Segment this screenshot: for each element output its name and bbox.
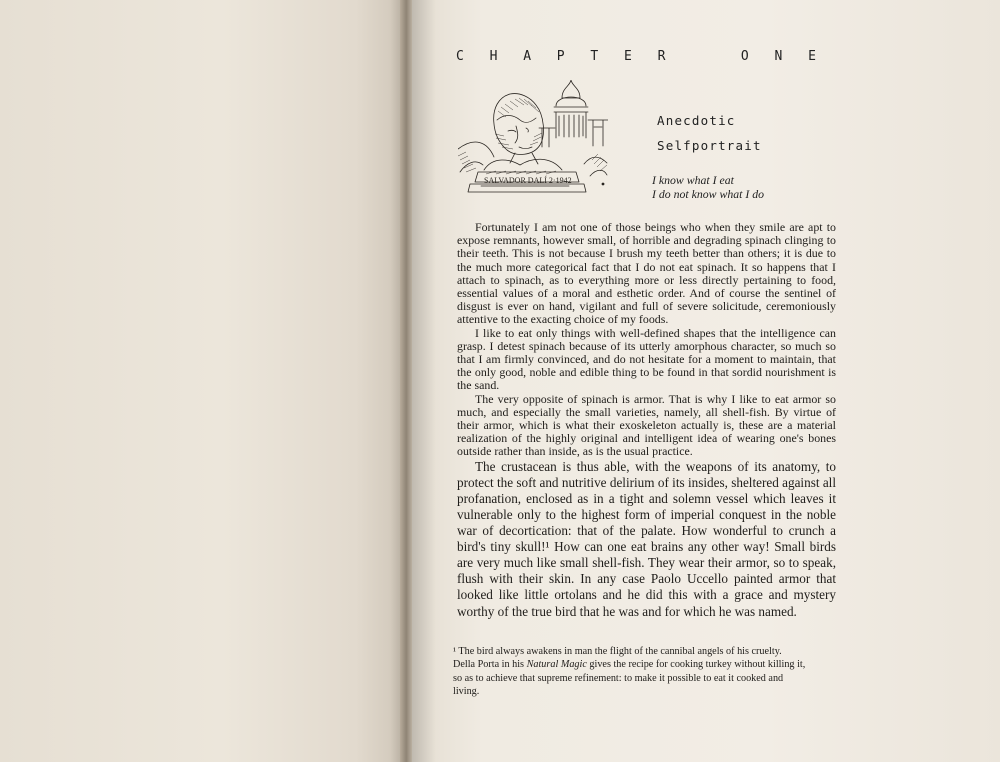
chapter-letter: R — [657, 49, 666, 64]
body-paragraph: The very opposite of spinach is armor. That is why I like to eat armor so much, and especially the small varieties, namely, all shell-fish. By virtue of their armor, which is what their exoskeleton actually is, these are a material realization of the highly original and intelligent idea of wearing one's bones outside rather than inside, as is the usual practice. — [457, 391, 836, 459]
epigraph-line: I do not know what I do — [652, 187, 765, 201]
chapter-letter: A — [523, 49, 532, 64]
drawing-signature: SALVADOR DALÍ 2·1942 — [484, 176, 572, 185]
chapter-letter: T — [590, 49, 599, 64]
chapter-letter: E — [623, 49, 632, 64]
chapter-title-line: Anecdotic — [657, 113, 736, 128]
chapter-heading — [456, 49, 816, 64]
portrait-illustration — [458, 80, 608, 198]
left-blank-page — [0, 0, 404, 762]
footnote — [453, 645, 848, 699]
footnote-line — [453, 658, 848, 671]
footnote-book-title: Natural Magic — [526, 659, 587, 671]
body-paragraph: I like to eat only things with well-defined shapes that the intelligence can grasp. I detest spinach because of its utterly amorphous character, so much so that I am firmly convinced, and do not hesitate for a moment to maintain, that the only good, noble and edible thing to be found in that sordid nourishment is the sand. — [457, 325, 836, 393]
chapter-space — [691, 49, 715, 64]
footnote-line: ¹ The bird always awakens in man the flight of the cannibal angels of his cruelty. — [453, 646, 782, 657]
body-paragraph: The crustacean is thus able, with the weapons of its anatomy, to protect the soft and nutritive delirium of its insides, sheltered against all profanation, enclosed as in a tight and solemn vessel which leaves it vulnerable only to the highest form of imperial conquest in the noble war of decortication: that of the palate. How wonderful to crunch a bird's tiny skull!¹ How can one eat brains any other way! Small birds are very much like small shell-fish. They wear their armor, so to speak, flush with their skin. In any case Paolo Uccello painted armor that looked like little ortolans and he did this with a grace and mystery worthy of the true bird that he was and for which he was named. — [457, 458, 836, 619]
chapter-letter: O — [740, 49, 749, 64]
chapter-letter: N — [774, 49, 783, 64]
chapter-letter: C — [456, 49, 464, 64]
epigraph-line: I know what I eat — [652, 173, 734, 187]
chapter-letter: H — [489, 49, 498, 64]
footnote-line: living. — [453, 686, 480, 698]
footnote-text: gives the recipe for cooking turkey without killing it, — [586, 659, 806, 671]
body-paragraph: Fortunately I am not one of those beings who when they smile are apt to expose remnants, however small, of horrible and degrading spinach clinging to their teeth. This is not because I brush my teeth better than others; it is due to the much more categorical fact that I do not eat spinach. It so happens that I attach to spinach, as to everything more or less directly pertaining to food, essential values of a moral and esthetic order. And of course the sentinel of disgust is ever on hand, vigilant and full of severe solicitude, ceremoniously attentive to the exacting choice of my foods. — [457, 220, 836, 327]
footnote-line: so as to achieve that supreme refinement: to make it possible to eat it cooked and — [453, 672, 784, 684]
chapter-letter: E — [808, 49, 816, 64]
main-text — [457, 221, 836, 620]
chapter-title-line: Selfportrait — [657, 138, 762, 153]
footnote-text: Della Porta in his — [453, 659, 527, 671]
chapter-letter: P — [556, 49, 565, 64]
